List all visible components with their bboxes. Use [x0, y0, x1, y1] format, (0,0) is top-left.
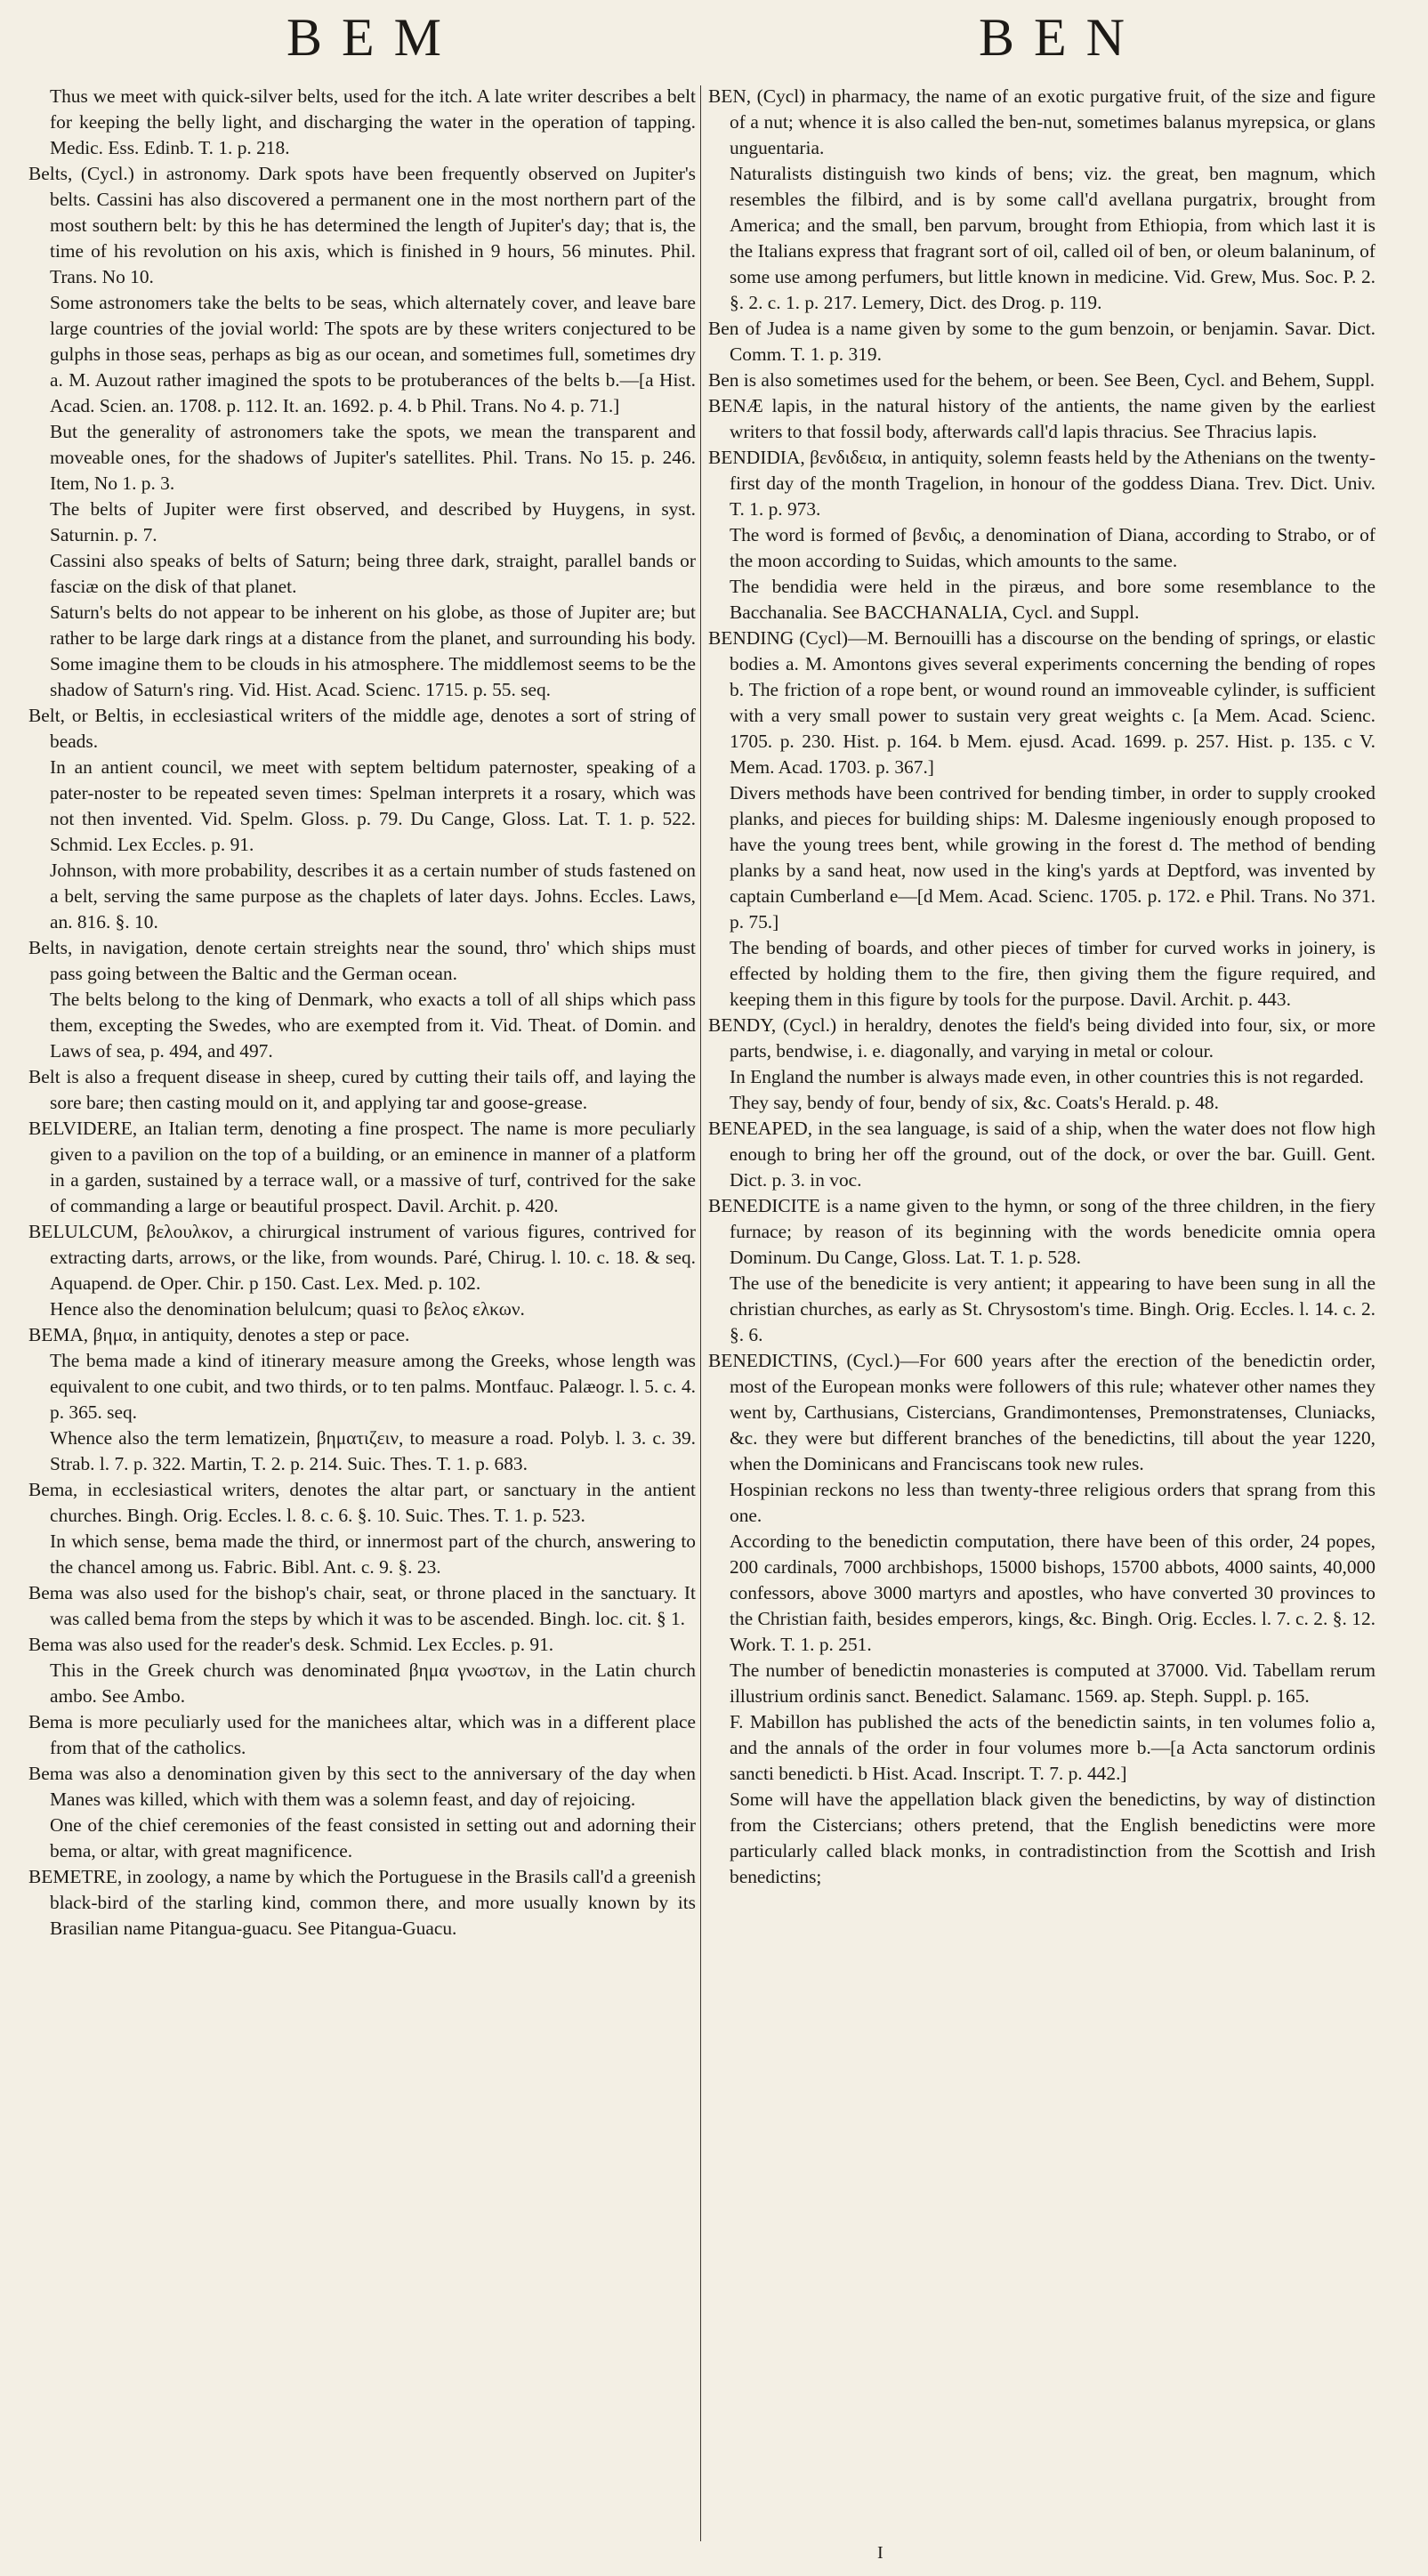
entry-paragraph: In England the number is always made even, in other countries this is not regarded.	[730, 1066, 1364, 1087]
entry-paragraph: In an antient council, we meet with septem beltidum paternoster, speaking of a pater-noster to be repeated seven times: Spelman interprets it a rosary, which was not then invented. Vid. Spelm. Gloss. p. 79. Du Cange, Gloss. Lat. T. 1. p. 522. Schmid. Lex Eccles. p. 91.	[50, 756, 696, 855]
dictionary-entry: BEMETRE, in zoology, a name by which the Portuguese in the Brasils call'd a greenish black-bird of the starling kind, common there, and more usually known by its Brasilian name Pitangua-guacu. See Pitangua-Guacu.	[28, 1866, 696, 1939]
dictionary-entry: BENDY, (Cycl.) in heraldry, denotes the field's being divided into four, six, or more parts, bendwise, i. e. diagonally, and varying in metal or colour.	[708, 1014, 1376, 1062]
entry-paragraph: One of the chief ceremonies of the feast consisted in setting out and adorning their bema, or altar, with great magnificence.	[50, 1814, 696, 1861]
entry-paragraph: The belts of Jupiter were first observed, and described by Huygens, in syst. Saturnin. p. 7.	[50, 498, 696, 545]
entry-paragraph: The number of benedictin monasteries is computed at 37000. Vid. Tabellam rerum illustrium ordinis sanct. Benedict. Salamanc. 1569. ap. Steph. Suppl. p. 165.	[730, 1659, 1376, 1707]
entry-paragraph: The word is formed of βενδις, a denomination of Diana, according to Strabo, or of the moon according to Suidas, which amounts to the same.	[730, 524, 1376, 571]
entry-paragraph: The bendidia were held in the piræus, and bore some resemblance to the Bacchanalia. See BACCHANALIA, Cycl. and Suppl.	[730, 576, 1376, 623]
dictionary-entry: Belts, (Cycl.) in astronomy. Dark spots have been frequently observed on Jupiter's belts. Cassini has also discovered a permanent one in the most northern part of the most southern belt: by this he has determined the length of Jupiter's day; that is, the time of his revolution on his axis, which is finished in 9 hours, 56 minutes. Phil. Trans. No 10.	[28, 163, 696, 287]
entry-paragraph: F. Mabillon has published the acts of the benedictin saints, in ten volumes folio a, and the annals of the order in four volumes more b.—[a Acta sanctorum ordinis sancti benedicti. b Hist. Acad. Inscript. T. 7. p. 442.]	[730, 1711, 1376, 1784]
entry-paragraph: Saturn's belts do not appear to be inherent on his globe, as those of Jupiter are; but rather to be large dark rings at a distance from the planet, and surrounding his body. Some imagine them to be clouds in his atmosphere. The middlemost seems to be the shadow of Saturn's ring. Vid. Hist. Acad. Scienc. 1715. p. 55. seq.	[50, 602, 696, 700]
entry-paragraph: But the generality of astronomers take the spots, we mean the transparent and moveable ones, for the shadows of Jupiter's satellites. Phil. Trans. No 15. p. 246. Item, No 1. p. 3.	[50, 421, 696, 494]
entry-paragraph: Hence also the denomination belulcum; quasi το βελος ελκων.	[50, 1298, 525, 1320]
entry-paragraph: This in the Greek church was denominated βημα γνωστων, in the Latin church ambo. See Ambo.	[50, 1659, 696, 1707]
left-running-head: BEM	[286, 8, 462, 67]
entry-paragraph: Johnson, with more probability, describes it as a certain number of studs fastened on a belt, serving the same purpose as the chaplets of later days. Johns. Eccles. Laws, an. 816. §. 10.	[50, 860, 696, 933]
dictionary-entry: Bema is more peculiarly used for the manichees altar, which was in a different place from that of the catholics.	[28, 1711, 696, 1758]
dictionary-entry: BENEDICTINS, (Cycl.)—For 600 years after the erection of the benedictin order, most of the European monks were followers of this rule; whatever other names they went by, Carthusians, Cistercians, Grandimontenses, Premonstratenses, Cluniacks, &c. they were but different branches of the benedictins, till about the year 1220, when the Dominicans and Franciscans took new rules.	[708, 1350, 1376, 1474]
entry-paragraph: Whence also the term lematizein, βηματιζειν, to measure a road. Polyb. l. 3. c. 39. Strab. l. 7. p. 322. Martin, T. 2. p. 214. Suic. Thes. T. 1. p. 683.	[50, 1427, 696, 1474]
dictionary-entry: Bema was also a denomination given by this sect to the anniversary of the day when Manes was killed, which with them was a solemn feast, and day of rejoicing.	[28, 1763, 696, 1810]
dictionary-entry: BEN, (Cycl) in pharmacy, the name of an exotic purgative fruit, of the size and figure of a nut; whence it is also called the ben-nut, sometimes balanus myrepsica, or glans unguentaria.	[708, 85, 1376, 158]
dictionary-entry: BELVIDERE, an Italian term, denoting a fine prospect. The name is more peculiarly given to a pavilion on the top of a building, or an eminence in manner of a platform in a garden, sustained by a terrace wall, or a massive of turf, contrived for the sake of commanding a large or beautiful prospect. Davil. Archit. p. 420.	[28, 1118, 696, 1216]
entry-paragraph: According to the benedictin computation, there have been of this order, 24 popes, 200 cardinals, 7000 archbishops, 15000 bishops, 15700 abbots, 4000 saints, 40,000 confessors, above 3000 martyrs and apostles, who have converted 30 provinces to the Christian faith, besides emperors, kings, &c. Bingh. Orig. Eccles. l. 7. c. 2. §. 12. Work. T. 1. p. 251.	[730, 1530, 1376, 1655]
dictionary-entry: Belt, or Beltis, in ecclesiastical writers of the middle age, denotes a sort of string of beads.	[28, 705, 696, 752]
dictionary-entry: Ben of Judea is a name given by some to the gum benzoin, or benjamin. Savar. Dict. Comm. T. 1. p. 319.	[708, 318, 1376, 365]
dictionary-entry: BENDING (Cycl)—M. Bernouilli has a discourse on the bending of springs, or elastic bodies a. M. Amontons gives several experiments concerning the bending of ropes b. The friction of a rope bent, or wound round an immoveable cylinder, is sufficient with a very small power to sustain very great weights c. [a Mem. Acad. Scienc. 1705. p. 230. Hist. p. 164. b Mem. ejusd. Acad. 1699. p. 257. Hist. p. 135. c V. Mem. Acad. 1703. p. 367.]	[708, 627, 1376, 778]
dictionary-entry: BENEDICITE is a name given to the hymn, or song of the three children, in the fiery furnace; by reason of its beginning with the words benedicite omnia opera Dominum. Du Cange, Gloss. Lat. T. 1. p. 528.	[708, 1195, 1376, 1268]
entry-paragraph: In which sense, bema made the third, or innermost part of the church, answering to the chancel among us. Fabric. Bibl. Ant. c. 9. §. 23.	[50, 1530, 696, 1578]
right-running-head: BEN	[979, 8, 1144, 67]
dictionary-entry: Bema was also used for the reader's desk. Schmid. Lex Eccles. p. 91.	[28, 1634, 554, 1655]
right-column	[708, 84, 1376, 1890]
column-divider	[700, 85, 701, 2541]
dictionary-entry: BENÆ lapis, in the natural history of the antients, the name given by the earliest writers to that fossil body, afterwards call'd lapis thracius. See Thracius lapis.	[708, 395, 1376, 442]
entry-paragraph: The bema made a kind of itinerary measure among the Greeks, whose length was equivalent to one cubit, and two thirds, or to ten palms. Montfauc. Palæogr. l. 5. c. 4. p. 365. seq.	[50, 1350, 696, 1423]
entry-paragraph: The use of the benedicite is very antient; it appearing to have been sung in all the christian churches, as early as St. Chrysostom's time. Bingh. Orig. Eccles. l. 14. c. 2. §. 6.	[730, 1272, 1376, 1345]
dictionary-entry: Bema was also used for the bishop's chair, seat, or throne placed in the sanctuary. It was called bema from the steps by which it was to be ascended. Bingh. loc. cit. § 1.	[28, 1582, 696, 1629]
dictionary-entry: Belt is also a frequent disease in sheep, cured by cutting their tails off, and laying the sore bare; then casting mould on it, and applying tar and goose-grease.	[28, 1066, 696, 1113]
signature-mark: I	[877, 2543, 883, 2563]
entry-paragraph: Divers methods have been contrived for bending timber, in order to supply crooked planks, and pieces for building ships: M. Dalesme ingeniously enough proposed to have the young trees bent, while growing in the forest d. The method of bending planks by a sand heat, now used in the king's yards at Deptford, was invented by captain Cumberland e—[d Mem. Acad. Scienc. 1705. p. 172. e Phil. Trans. No 371. p. 75.]	[730, 782, 1376, 933]
entry-paragraph: Some will have the appellation black given the benedictins, by way of distinction from the Cistercians; others pretend, that the English benedictins were more particularly called black monks, in contradistinction from the Scottish and Irish benedictins;	[730, 1789, 1376, 1887]
dictionary-entry: Belts, in navigation, denote certain streights near the sound, thro' which ships must pass going between the Baltic and the German ocean.	[28, 937, 696, 984]
entry-paragraph: Thus we meet with quick-silver belts, used for the itch. A late writer describes a belt for keeping the belly light, and discharging the water in the operation of tapping. Medic. Ess. Edinb. T. 1. p. 218.	[50, 85, 696, 158]
left-column	[28, 84, 696, 1942]
entry-paragraph: Cassini also speaks of belts of Saturn; being three dark, straight, parallel bands or fasciæ on the disk of that planet.	[50, 550, 696, 597]
entry-paragraph: Some astronomers take the belts to be seas, which alternately cover, and leave bare large countries of the jovial world: The spots are by these writers conjectured to be gulphs in those seas, perhaps as big as our ocean, and sometimes full, sometimes dry a. M. Auzout rather imagined the spots to be protuberances of the belts b.—[a Hist. Acad. Scien. an. 1708. p. 112. It. an. 1692. p. 4. b Phil. Trans. No 4. p. 71.]	[50, 292, 696, 416]
entry-paragraph: They say, bendy of four, bendy of six, &c. Coats's Herald. p. 48.	[730, 1092, 1219, 1113]
dictionary-entry: Bema, in ecclesiastical writers, denotes the altar part, or sanctuary in the antient churches. Bingh. Orig. Eccles. l. 8. c. 6. §. 10. Suic. Thes. T. 1. p. 523.	[28, 1479, 696, 1526]
entry-paragraph: Naturalists distinguish two kinds of bens; viz. the great, ben magnum, which resembles the filbird, and is by some call'd avellana purgatrix, brought from America; and the small, ben parvum, brought from Ethiopia, from which last it is the Italians express that fragrant sort of oil, called oil of ben, or oleum balaninum, of some use among perfumers, but little known in medicine. Vid. Grew, Mus. Soc. P. 2. §. 2. c. 1. p. 217. Lemery, Dict. des Drog. p. 119.	[730, 163, 1376, 313]
dictionary-entry: BELULCUM, βελουλκον, a chirurgical instrument of various figures, contrived for extracting darts, arrows, or the like, from wounds. Paré, Chirug. l. 10. c. 18. & seq. Aquapend. de Oper. Chir. p 150. Cast. Lex. Med. p. 102.	[28, 1221, 696, 1294]
entry-paragraph: The belts belong to the king of Denmark, who exacts a toll of all ships which pass them, excepting the Swedes, who are exempted from it. Vid. Theat. of Domin. and Laws of sea, p. 494, and 497.	[50, 989, 696, 1062]
dictionary-entry: Ben is also sometimes used for the behem, or been. See Been, Cycl. and Behem, Suppl.	[708, 369, 1376, 391]
dictionary-entry: BEMA, βημα, in antiquity, denotes a step or pace.	[28, 1324, 410, 1345]
dictionary-entry: BENEAPED, in the sea language, is said of a ship, when the water does not flow high enough to bring her off the ground, out of the dock, or over the bar. Guill. Gent. Dict. p. 3. in voc.	[708, 1118, 1376, 1191]
entry-paragraph: Hospinian reckons no less than twenty-three religious orders that sprang from this one.	[730, 1479, 1376, 1526]
entry-paragraph: The bending of boards, and other pieces of timber for curved works in joinery, is effected by holding them to the fire, then giving them the figure required, and keeping them in this figure by tools for the purpose. Davil. Archit. p. 443.	[730, 937, 1376, 1010]
dictionary-entry: BENDIDIA, βενδιδεια, in antiquity, solemn feasts held by the Athenians on the twenty-first day of the month Tragelion, in honour of the goddess Diana. Trev. Dict. Univ. T. 1. p. 973.	[708, 447, 1376, 520]
